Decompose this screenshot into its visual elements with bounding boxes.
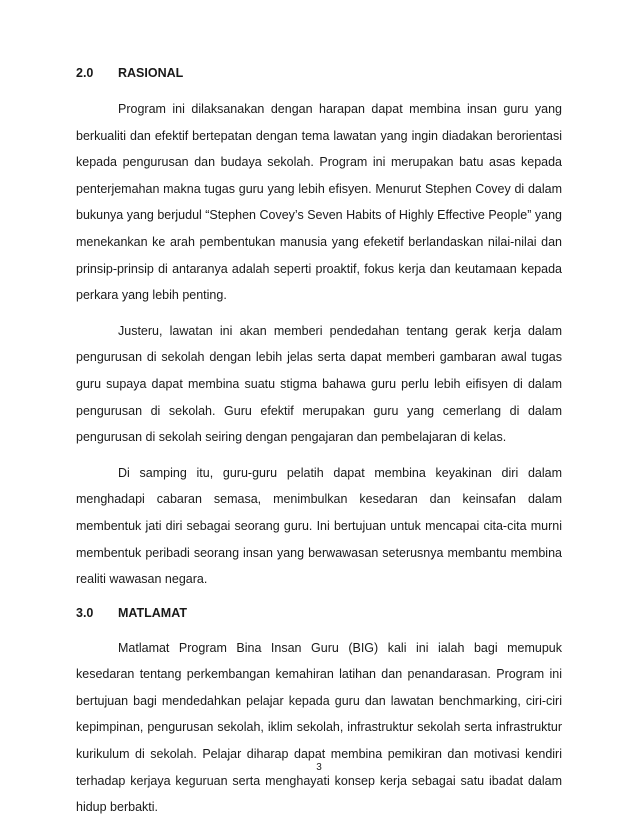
- section-number: 2.0: [76, 66, 94, 80]
- paragraph: Di samping itu, guru-guru pelatih dapat membina keyakinan diri dalam menghadapi cabaran semasa, menimbulkan kesedaran dan keinsafan dalam membentuk jati diri sebagai seorang guru. Ini bertujuan untuk mencapai cita-cita murni membentuk peribadi seorang insan yang berwawasan seterusnya membantu membina realiti wawasan negara.: [76, 465, 562, 587]
- section-title: RASIONAL: [118, 66, 184, 80]
- page-content: [76, 64, 562, 821]
- paragraph: Program ini dilaksanakan dengan harapan dapat membina insan guru yang berkualiti dan efektif bertepatan dengan tema lawatan yang ingin diadakan berorientasi kepada pengurusan dan budaya sekolah. Program ini merupakan batu asas kepada penterjemahan makna tugas guru yang lebih efisyen. Menurut Stephen Covey di dalam bukunya yang berjudul “Stephen Covey’s Seven Habits of Highly Effective People” yang menekankan ke arah pembentukan manusia yang efeketif berlandaskan nilai-nilai dan prinsip-prinsip di antaranya adalah seperti proaktif, fokus kerja dan keutamaan kepada perkara yang lebih penting.: [76, 102, 562, 303]
- section-title: MATLAMAT: [118, 605, 187, 620]
- section-heading-rasional: [76, 65, 562, 81]
- section-number: 3.0: [76, 605, 94, 620]
- section-heading-matlamat: [76, 605, 562, 621]
- paragraph: Justeru, lawatan ini akan memberi pendedahan tentang gerak kerja dalam pengurusan di sekolah dengan lebih jelas serta dapat memberi gambaran awal tugas guru supaya dapat membina suatu stigma bahawa guru perlu lebih eifisyen di dalam pengurusan di sekolah. Guru efektif merupakan guru yang cemerlang di dalam pengurusan di sekolah seiring dengan pengajaran dan pembelajaran di kelas.: [76, 323, 562, 445]
- page-number: 3: [316, 762, 322, 773]
- paragraph: Matlamat Program Bina Insan Guru (BIG) kali ini ialah bagi memupuk kesedaran tentang perkembangan kemahiran latihan dan penandarasan. Program ini bertujuan bagi mendedahkan pelajar kepada guru dan lawatan benchmarking, ciri-ciri kepimpinan, pengurusan sekolah, iklim sekolah, infrastruktur sekolah serta infrastruktur kurikulum di sekolah. Pelajar diharap dapat membina pemikiran dan motivasi kendiri terhadap kerjaya keguruan serta menghayati konsep kerja sebagai satu ibadat dalam hidup berbakti.: [76, 640, 562, 815]
